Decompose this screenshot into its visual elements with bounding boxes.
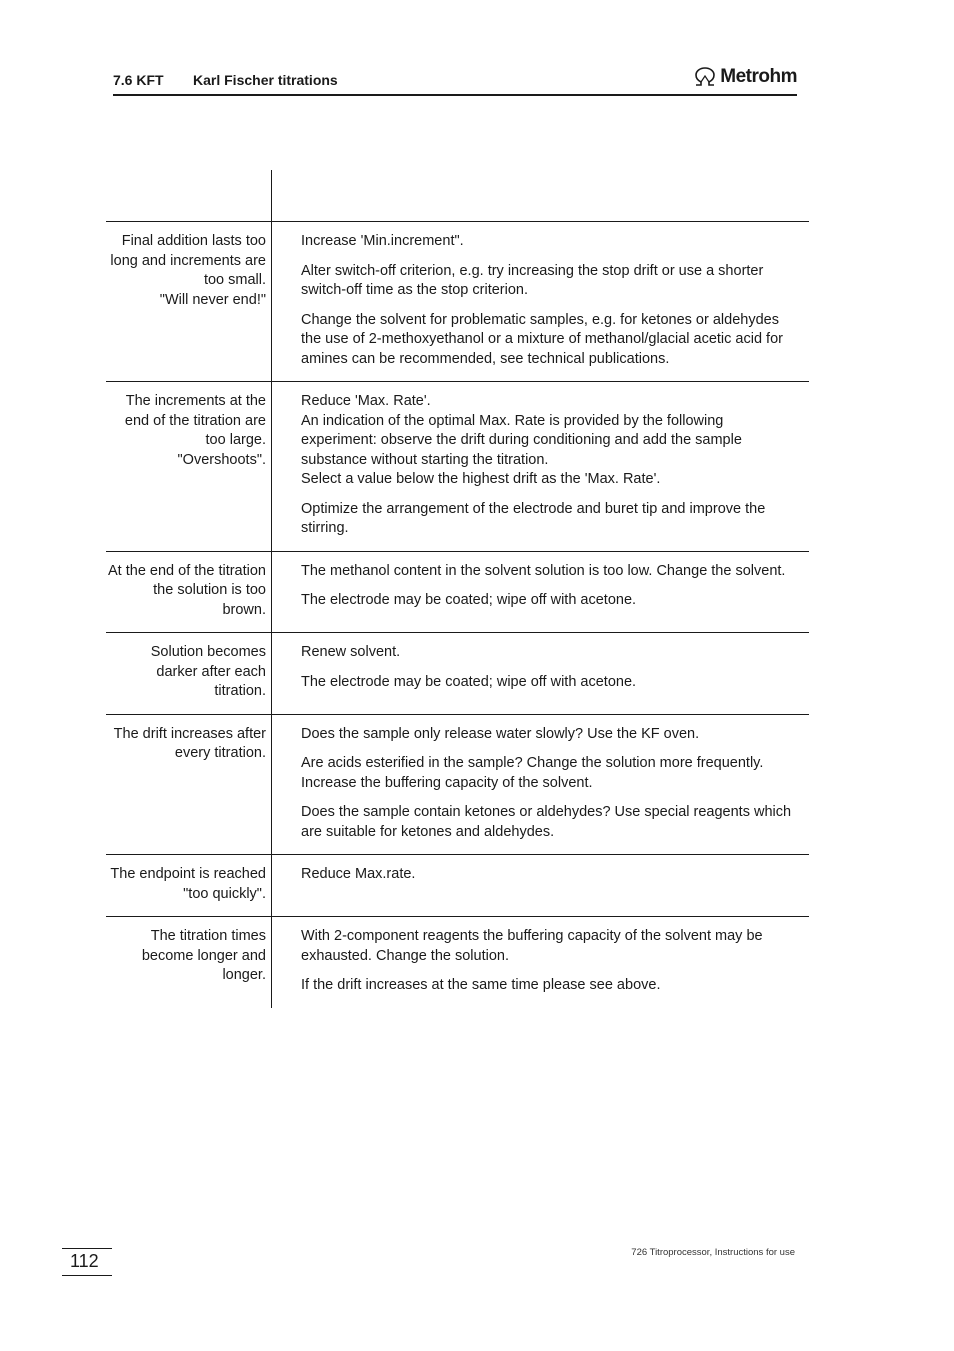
remedy-paragraph: Does the sample only release water slowly? Use the KF oven. [301,725,700,742]
remedy-cell [272,382,809,551]
page-number: 112 [62,1248,112,1276]
remedy-paragraph: Alter switch-off criterion, e.g. try increasing the stop drift or use a shorter switch-off time as the stop criterion. [301,262,764,298]
remedy-paragraph: Optimize the arrangement of the electrode and buret tip and improve the stirring. [301,500,766,536]
remedy-paragraph: With 2-component reagents the buffering capacity of the solvent may be exhausted. Change the solution. [301,928,763,964]
remedy-paragraph: Are acids esterified in the sample? Change the solution more frequently. Increase the buffering capacity of the solvent. [301,755,764,791]
remedy-paragraph: Renew solvent. [301,644,401,660]
remedy-cell [272,552,809,633]
troubleshooting-table [106,170,809,1008]
table-row [106,633,809,715]
remedy-cell [272,855,809,916]
remedy-paragraph: Increase 'Min.increment". [301,233,464,249]
problem-cell: Solution becomes darker after each titration. [106,633,272,714]
table-row [106,382,809,552]
remedy-paragraph: Reduce 'Max. Rate'. An indication of the optimal Max. Rate is provided by the following experiment: observe the drift during conditioning and add the sample substance without starting the titration. Select a value below the highest drift as the 'Max. Rate'. [301,393,742,487]
problem-cell: The increments at the end of the titration are too large. "Overshoots". [106,382,272,551]
problem-cell: The drift increases after every titration. [106,715,272,855]
problem-cell: Final addition lasts too long and increments are too small. "Will never end!" [106,222,272,381]
header-left-cell [106,170,272,221]
logo-text: Metrohm [720,66,797,87]
remedy-paragraph: If the drift increases at the same time please see above. [301,977,661,993]
document-title: 726 Titroprocessor, Instructions for use [631,1247,795,1258]
problem-cell: The endpoint is reached "too quickly". [106,855,272,916]
remedy-paragraph: The methanol content in the solvent solution is too low. Change the solvent. [301,562,786,579]
table-row [106,917,809,1008]
remedy-cell [272,715,809,855]
header-right-cell [272,170,809,221]
remedy-paragraph: Change the solvent for problematic samples, e.g. for ketones or aldehydes the use of 2-methoxyethanol or a mixture of methanol/glacial acetic acid for amines can be recommended, see technical publications. [301,311,783,367]
remedy-paragraph: The electrode may be coated; wipe off with acetone. [301,592,637,608]
brand-logo [693,66,797,88]
section-number: 7.6 KFT [113,72,164,88]
remedy-paragraph: The electrode may be coated; wipe off with acetone. [301,673,637,690]
table-row [106,715,809,856]
problem-cell: At the end of the titration the solution is too brown. [106,552,272,633]
remedy-cell [272,633,809,714]
remedy-cell [272,917,809,1008]
omega-logo-icon [693,67,717,87]
remedy-cell [272,222,809,381]
section-title: Karl Fischer titrations [193,72,338,88]
table-row [106,222,809,382]
table-row [106,855,809,917]
page-header [113,66,797,96]
table-row [106,552,809,634]
remedy-paragraph: Does the sample contain ketones or aldehydes? Use special reagents which are suitable for ketones and aldehydes. [301,804,792,840]
remedy-paragraph: Reduce Max.rate. [301,866,416,882]
problem-cell: The titration times become longer and longer. [106,917,272,1008]
table-header-row [106,170,809,222]
